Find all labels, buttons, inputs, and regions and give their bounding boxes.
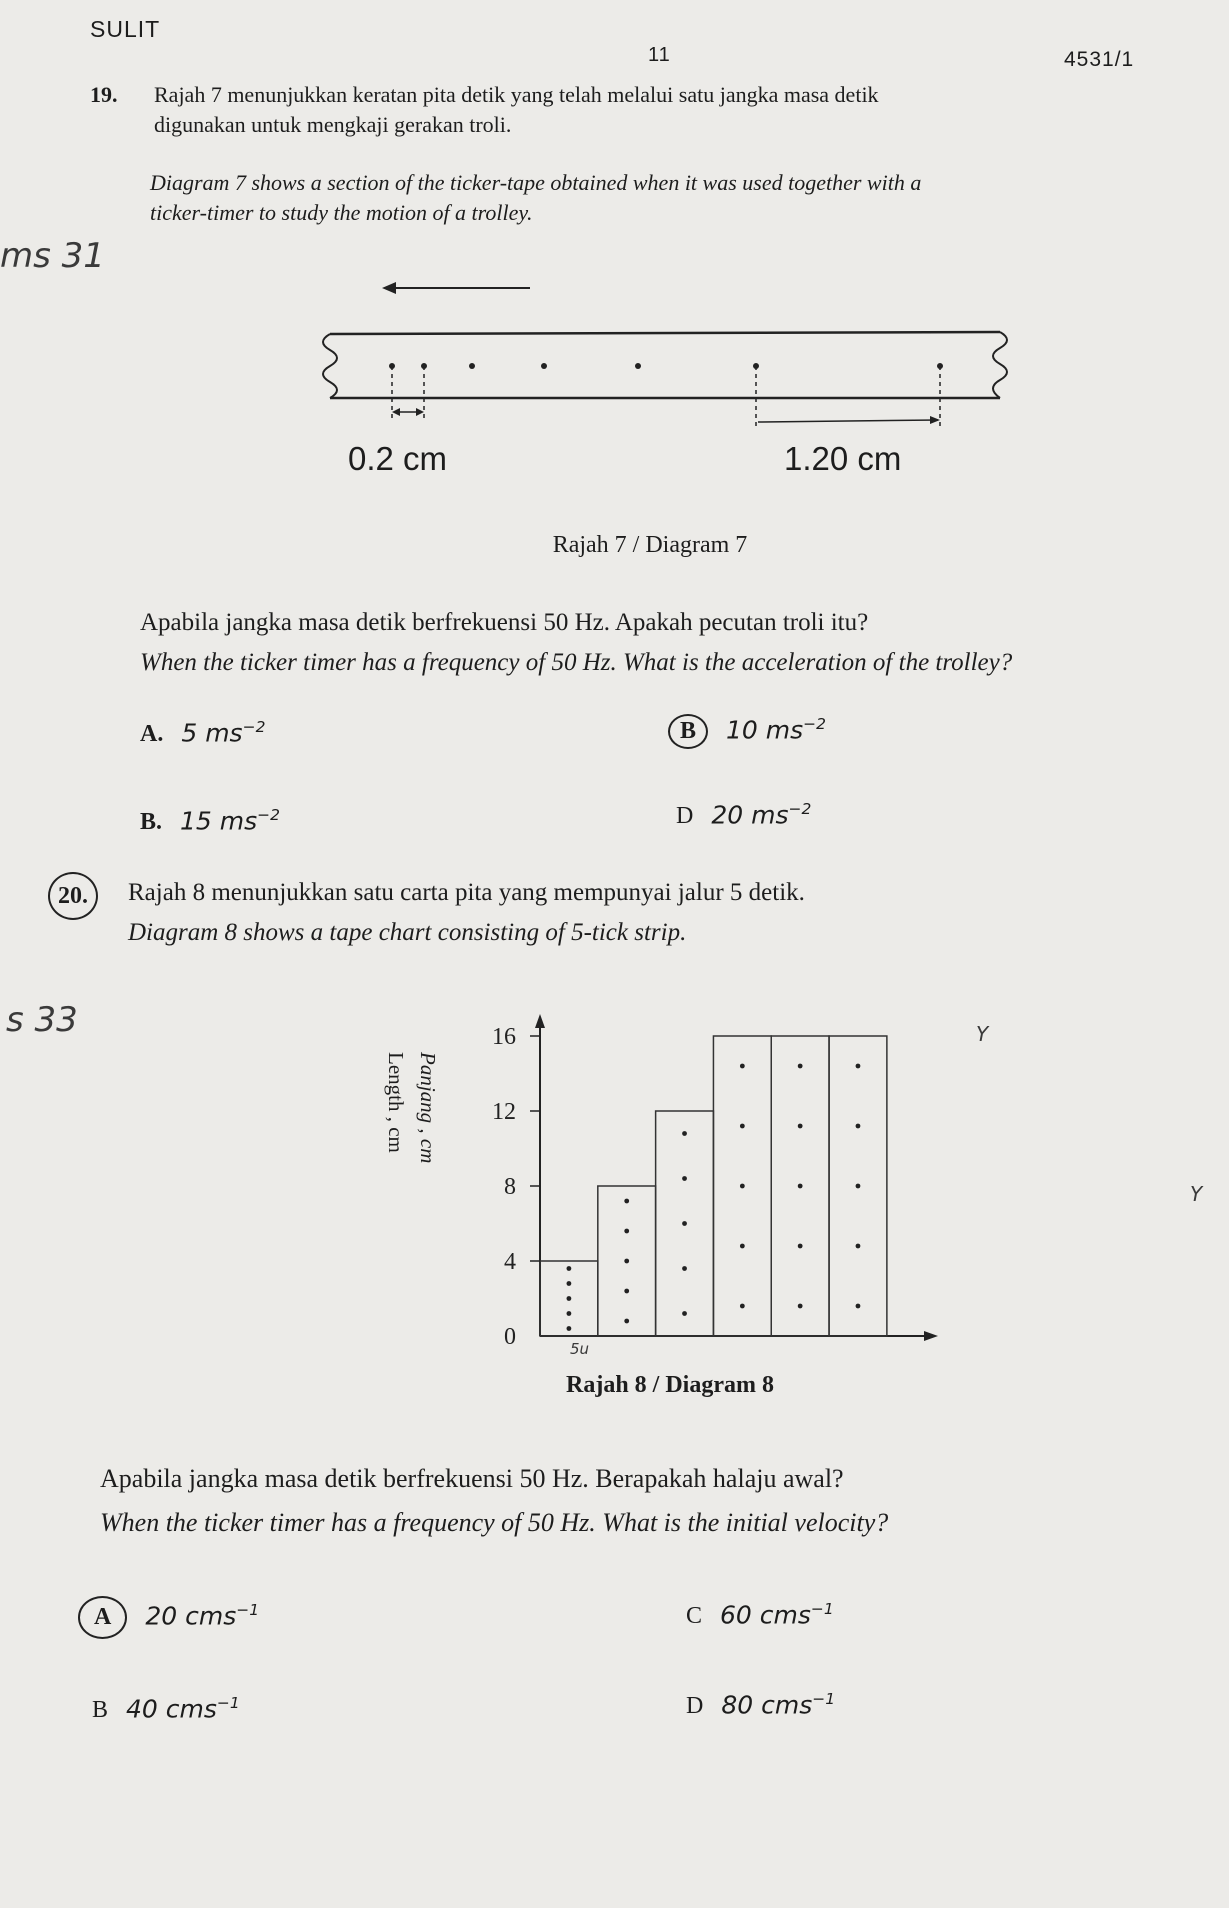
tape-dot — [798, 1304, 803, 1309]
q19-option-c-value: 15 $ms^{-2}$ — [180, 806, 281, 836]
tape-dot — [856, 1304, 861, 1309]
q19-option-a-label: A. — [140, 721, 164, 748]
sulit-header: SULIT — [90, 16, 161, 42]
tape-chart — [400, 1000, 960, 1360]
q19-stem-ms — [154, 80, 1154, 140]
q19-stem-ms-line2: digunakan untuk mengkaji gerakan troli. — [154, 112, 512, 137]
y-axis-arrow-icon — [535, 1014, 545, 1028]
tape-dot — [798, 1184, 803, 1189]
x-axis-arrow-icon — [924, 1331, 938, 1341]
q19-option-c-label: B. — [140, 809, 163, 836]
q20-option-b[interactable] — [92, 1694, 240, 1724]
measure-arrow-right — [758, 416, 940, 424]
chart-bars — [540, 1036, 887, 1336]
tape-dot — [624, 1259, 629, 1264]
q20-number-circled: 20. — [48, 872, 98, 920]
y-tick-label: 8 — [504, 1174, 516, 1200]
tape-dot — [740, 1064, 745, 1069]
tape-dot — [740, 1124, 745, 1129]
tape-dot — [567, 1281, 572, 1286]
q20-option-a-value: 20 cms$^{-1}$ — [145, 1600, 260, 1630]
q19-option-a[interactable] — [140, 718, 265, 748]
tape-dot — [856, 1184, 861, 1189]
tape-dot — [682, 1221, 687, 1226]
paper-code: 4531/1 — [1064, 48, 1135, 71]
tape-dot — [682, 1266, 687, 1271]
direction-arrow-icon — [382, 282, 530, 294]
tape-dot — [682, 1131, 687, 1136]
measure-arrow-left — [392, 408, 424, 416]
tape-dot — [798, 1124, 803, 1129]
chart-ylabel-ms: Panjang , cm — [416, 1052, 440, 1164]
tape-dot — [740, 1184, 745, 1189]
q19-question-ms: Apabila jangka masa detik berfrekuensi 50 Hz. Apakah pecutan troli itu? — [140, 609, 869, 636]
q20-option-b-value: 40 cms$^{-1}$ — [126, 1694, 240, 1724]
diagram8-caption-text: Rajah 8 / Diagram 8 — [566, 1372, 774, 1398]
tape-dot — [856, 1064, 861, 1069]
tape-dot — [624, 1229, 629, 1234]
q20-option-d-label: D — [686, 1693, 704, 1720]
q20-option-c-value: 60 cms$^{-1}$ — [720, 1600, 834, 1630]
q19-option-d-value: 20 $ms^{-2}$ — [711, 800, 812, 830]
q20-question-ms: Apabila jangka masa detik berfrekuensi 50 Hz. Berapakah halaju awal? — [100, 1464, 844, 1493]
tape-dot — [682, 1176, 687, 1181]
q20-option-a[interactable] — [78, 1596, 259, 1639]
q20-option-c[interactable] — [686, 1600, 834, 1630]
tick-mark-2: Y — [1190, 1182, 1203, 1206]
tape-dot — [740, 1244, 745, 1249]
q19-option-b[interactable] — [668, 714, 826, 749]
tape-strip — [829, 1036, 887, 1336]
q20-stem-ms: Rajah 8 menunjukkan satu carta pita yang mempunyai jalur 5 detik. — [128, 879, 805, 906]
tape-dot — [624, 1199, 629, 1204]
q20-option-d-value: 80 cms$^{-1}$ — [721, 1690, 836, 1720]
diagram7-caption-text: Rajah 7 / Diagram 7 — [552, 532, 748, 558]
q19-option-b-value: 10 $ms^{-2}$ — [726, 714, 827, 744]
tape-strip — [771, 1036, 829, 1336]
tape-dot — [682, 1311, 687, 1316]
tape-dots — [389, 363, 943, 369]
tape-dot — [567, 1266, 572, 1271]
tape-dot — [567, 1296, 572, 1301]
tape-dot — [798, 1244, 803, 1249]
y-tick-label: 16 — [492, 1024, 516, 1050]
q19-option-a-value: 5 $ms^{-2}$ — [181, 718, 266, 748]
handwritten-note-2: s 33 — [6, 1000, 78, 1040]
q19-stem-en — [150, 168, 1170, 228]
handwritten-note-1: ms 31 — [0, 236, 105, 276]
chart-student-mark: 5u — [570, 1340, 590, 1358]
q20-option-b-label: B — [92, 1697, 109, 1724]
q20-option-a-label-circled: A — [78, 1596, 127, 1639]
diagram8-caption — [500, 1372, 840, 1399]
q20-option-c-label: C — [686, 1603, 703, 1630]
q20-question-en: When the ticker timer has a frequency of 50 Hz. What is the initial velocity? — [100, 1508, 889, 1537]
diagram7-caption — [500, 532, 800, 559]
chart-axes — [535, 1014, 938, 1341]
tape-strip — [656, 1111, 714, 1336]
tape-dot — [798, 1064, 803, 1069]
tape-dot — [567, 1311, 572, 1316]
q19-option-d-label: D — [676, 803, 694, 830]
q19-number: 19. — [90, 82, 118, 107]
tape-strip — [598, 1186, 656, 1336]
q19-question-en: When the ticker timer has a frequency of 50 Hz. What is the acceleration of the trolley? — [140, 649, 1013, 676]
tape-dot — [624, 1319, 629, 1324]
q19-stem-ms-line1: Rajah 7 menunjukkan keratan pita detik yang telah melalui satu jangka masa detik — [154, 82, 879, 107]
tape-strip — [540, 1261, 598, 1336]
q20-option-d[interactable] — [686, 1690, 835, 1720]
tape-dot — [740, 1304, 745, 1309]
y-tick-label: 0 — [504, 1324, 516, 1350]
tape-strip — [713, 1036, 771, 1336]
q19-option-d[interactable] — [676, 800, 811, 830]
tape-dot — [567, 1326, 572, 1331]
page-number: 11 — [648, 44, 671, 66]
q19-stem-en-line1: Diagram 7 shows a section of the ticker-tape obtained when it was used together with a — [150, 170, 922, 195]
tick-mark-1: Y — [976, 1022, 989, 1046]
chart-ylabel-en: Length , cm — [384, 1052, 408, 1153]
y-tick-label: 12 — [492, 1099, 516, 1125]
tape-dot — [856, 1124, 861, 1129]
chart-ticks — [492, 1024, 540, 1350]
tape-dot — [624, 1289, 629, 1294]
q20-stem-en: Diagram 8 shows a tape chart consisting of 5-tick strip. — [128, 919, 687, 946]
q19-stem-en-line2: ticker-timer to study the motion of a trolley. — [150, 200, 533, 225]
q19-option-b-label-circled: B — [668, 714, 708, 749]
tape-dot — [856, 1244, 861, 1249]
tape-label-right: 1.20 cm — [784, 440, 902, 477]
tape-label-left: 0.2 cm — [348, 440, 448, 477]
y-tick-label: 4 — [504, 1249, 516, 1275]
q19-option-c[interactable] — [140, 806, 280, 836]
